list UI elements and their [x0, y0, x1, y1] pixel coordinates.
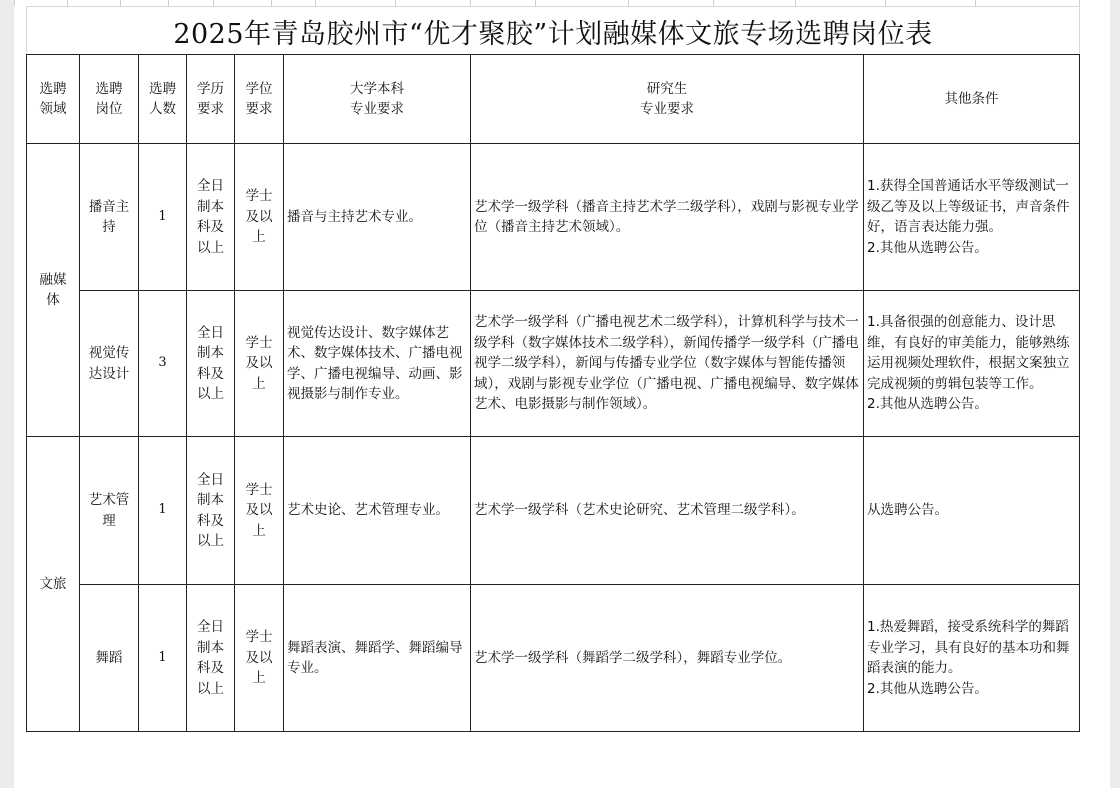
recruitment-table	[26, 54, 1080, 732]
position-cell: 视觉传 达设计	[80, 291, 139, 437]
count-cell: 1	[139, 437, 187, 585]
education-cell: 全日 制本 科及 以上	[187, 144, 235, 291]
education-cell: 全日 制本 科及 以上	[187, 291, 235, 437]
undergrad-cell: 视觉传达设计、数字媒体艺术、数字媒体技术、广播电视学、广播电视编导、动画、影视摄影与制作专业。	[284, 291, 471, 437]
degree-cell: 学士 及以 上	[235, 291, 284, 437]
education-cell: 全日 制本 科及 以上	[187, 437, 235, 585]
page-title: 2025年青岛胶州市“优才聚胶”计划融媒体文旅专场选聘岗位表	[26, 6, 1080, 55]
undergrad-cell: 艺术史论、艺术管理专业。	[284, 437, 471, 585]
count-cell: 3	[139, 291, 187, 437]
table-row	[27, 144, 1080, 291]
degree-cell: 学士 及以 上	[235, 585, 284, 732]
other-cell: 1.获得全国普通话水平等级测试一级乙等及以上等级证书，声音条件好，语言表达能力强。 2.其他从选聘公告。	[864, 144, 1080, 291]
education-cell: 全日 制本 科及 以上	[187, 585, 235, 732]
table-row	[27, 585, 1080, 732]
degree-cell: 学士 及以 上	[235, 437, 284, 585]
graduate-cell: 艺术学一级学科（舞蹈学二级学科），舞蹈专业学位。	[471, 585, 864, 732]
header-row	[27, 55, 1080, 144]
other-cell: 1.具备很强的创意能力、设计思维，有良好的审美能力，能够熟练运用视频处理软件，根据文案独立完成视频的剪辑包装等工作。 2.其他从选聘公告。	[864, 291, 1080, 437]
graduate-cell: 艺术学一级学科（播音主持艺术学二级学科），戏剧与影视专业学位（播音主持艺术领域）。	[471, 144, 864, 291]
other-cell: 从选聘公告。	[864, 437, 1080, 585]
header-field: 选聘 领域	[27, 55, 80, 144]
header-education: 学历 要求	[187, 55, 235, 144]
undergrad-cell: 播音与主持艺术专业。	[284, 144, 471, 291]
header-position: 选聘 岗位	[80, 55, 139, 144]
header-count: 选聘 人数	[139, 55, 187, 144]
degree-cell: 学士 及以 上	[235, 144, 284, 291]
header-graduate: 研究生 专业要求	[471, 55, 864, 144]
group-cell-tourism: 文旅	[27, 437, 80, 732]
group-cell-media: 融媒 体	[27, 144, 80, 437]
undergrad-cell: 舞蹈表演、舞蹈学、舞蹈编导专业。	[284, 585, 471, 732]
position-cell: 艺术管 理	[80, 437, 139, 585]
other-cell: 1.热爱舞蹈，接受系统科学的舞蹈专业学习，具有良好的基本功和舞蹈表演的能力。 2.其他从选聘公告。	[864, 585, 1080, 732]
table-row	[27, 437, 1080, 585]
graduate-cell: 艺术学一级学科（艺术史论研究、艺术管理二级学科）。	[471, 437, 864, 585]
header-other: 其他条件	[864, 55, 1080, 144]
table-row	[27, 291, 1080, 437]
position-cell: 舞蹈	[80, 585, 139, 732]
header-degree: 学位 要求	[235, 55, 284, 144]
graduate-cell: 艺术学一级学科（广播电视艺术二级学科），计算机科学与技术一级学科（数字媒体技术二级学科），新闻传播学一级学科（广播电视学二级学科），新闻与传播专业学位（数字媒体与智能传播领域），戏剧与影视专业学位（广播电视、广播电视编导、数字媒体艺术、电影摄影与制作领域）。	[471, 291, 864, 437]
count-cell: 1	[139, 144, 187, 291]
position-cell: 播音主 持	[80, 144, 139, 291]
count-cell: 1	[139, 585, 187, 732]
header-undergrad: 大学本科 专业要求	[284, 55, 471, 144]
